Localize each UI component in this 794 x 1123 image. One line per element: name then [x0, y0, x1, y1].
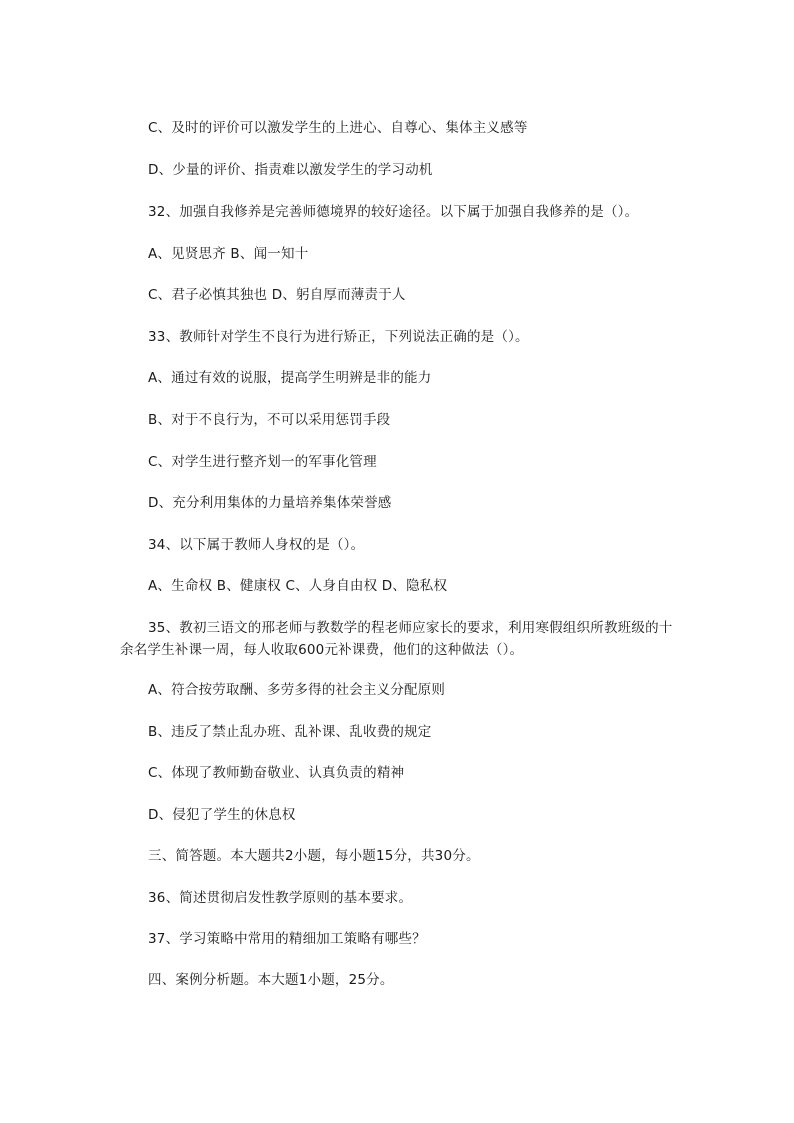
question-35-option-a: A、符合按劳取酬、多劳多得的社会主义分配原则 — [148, 682, 446, 698]
question-35-option-c: C、体现了教师勤奋敬业、认真负责的精神 — [148, 765, 405, 781]
question-34-options: A、生命权 B、健康权 C、人身自由权 D、隐私权 — [148, 578, 448, 594]
option-c-evaluation: C、及时的评价可以激发学生的上进心、自尊心、集体主义感等 — [148, 120, 528, 136]
question-32-options-ab: A、见贤思齐 B、闻一知十 — [148, 246, 309, 262]
question-32: 32、加强自我修养是完善师德境界的较好途径。以下属于加强自我修养的是（）。 — [148, 204, 639, 220]
question-33: 33、教师针对学生不良行为进行矫正，下列说法正确的是（）。 — [148, 329, 529, 345]
question-37: 37、学习策略中常用的精细加工策略有哪些？ — [148, 931, 426, 947]
section-3-heading: 三、简答题。本大题共2小题，每小题15分，共30分。 — [148, 848, 480, 864]
question-33-option-d: D、充分利用集体的力量培养集体荣誉感 — [148, 495, 392, 511]
option-d-evaluation: D、少量的评价、指责难以激发学生的学习动机 — [148, 162, 433, 178]
question-35-option-b: B、违反了禁止乱办班、乱补课、乱收费的规定 — [148, 724, 432, 740]
question-33-option-a: A、通过有效的说服，提高学生明辨是非的能力 — [148, 370, 432, 386]
question-35: 35、教初三语文的邢老师与教数学的程老师应家长的要求，利用寒假组织所教班级的十余名学生补课一周，每人收取600元补课费，他们的这种做法（）。 — [120, 620, 673, 658]
question-33-option-c: C、对学生进行整齐划一的军事化管理 — [148, 454, 377, 470]
question-35-option-d: D、侵犯了学生的休息权 — [148, 807, 296, 823]
question-34: 34、以下属于教师人身权的是（）。 — [148, 537, 365, 553]
question-36: 36、简述贯彻启发性教学原则的基本要求。 — [148, 890, 413, 906]
question-32-options-cd: C、君子必慎其独也 D、躬自厚而薄责于人 — [148, 287, 406, 303]
section-4-heading: 四、案例分析题。本大题1小题，25分。 — [148, 972, 394, 988]
question-33-option-b: B、对于不良行为，不可以采用惩罚手段 — [148, 412, 391, 428]
